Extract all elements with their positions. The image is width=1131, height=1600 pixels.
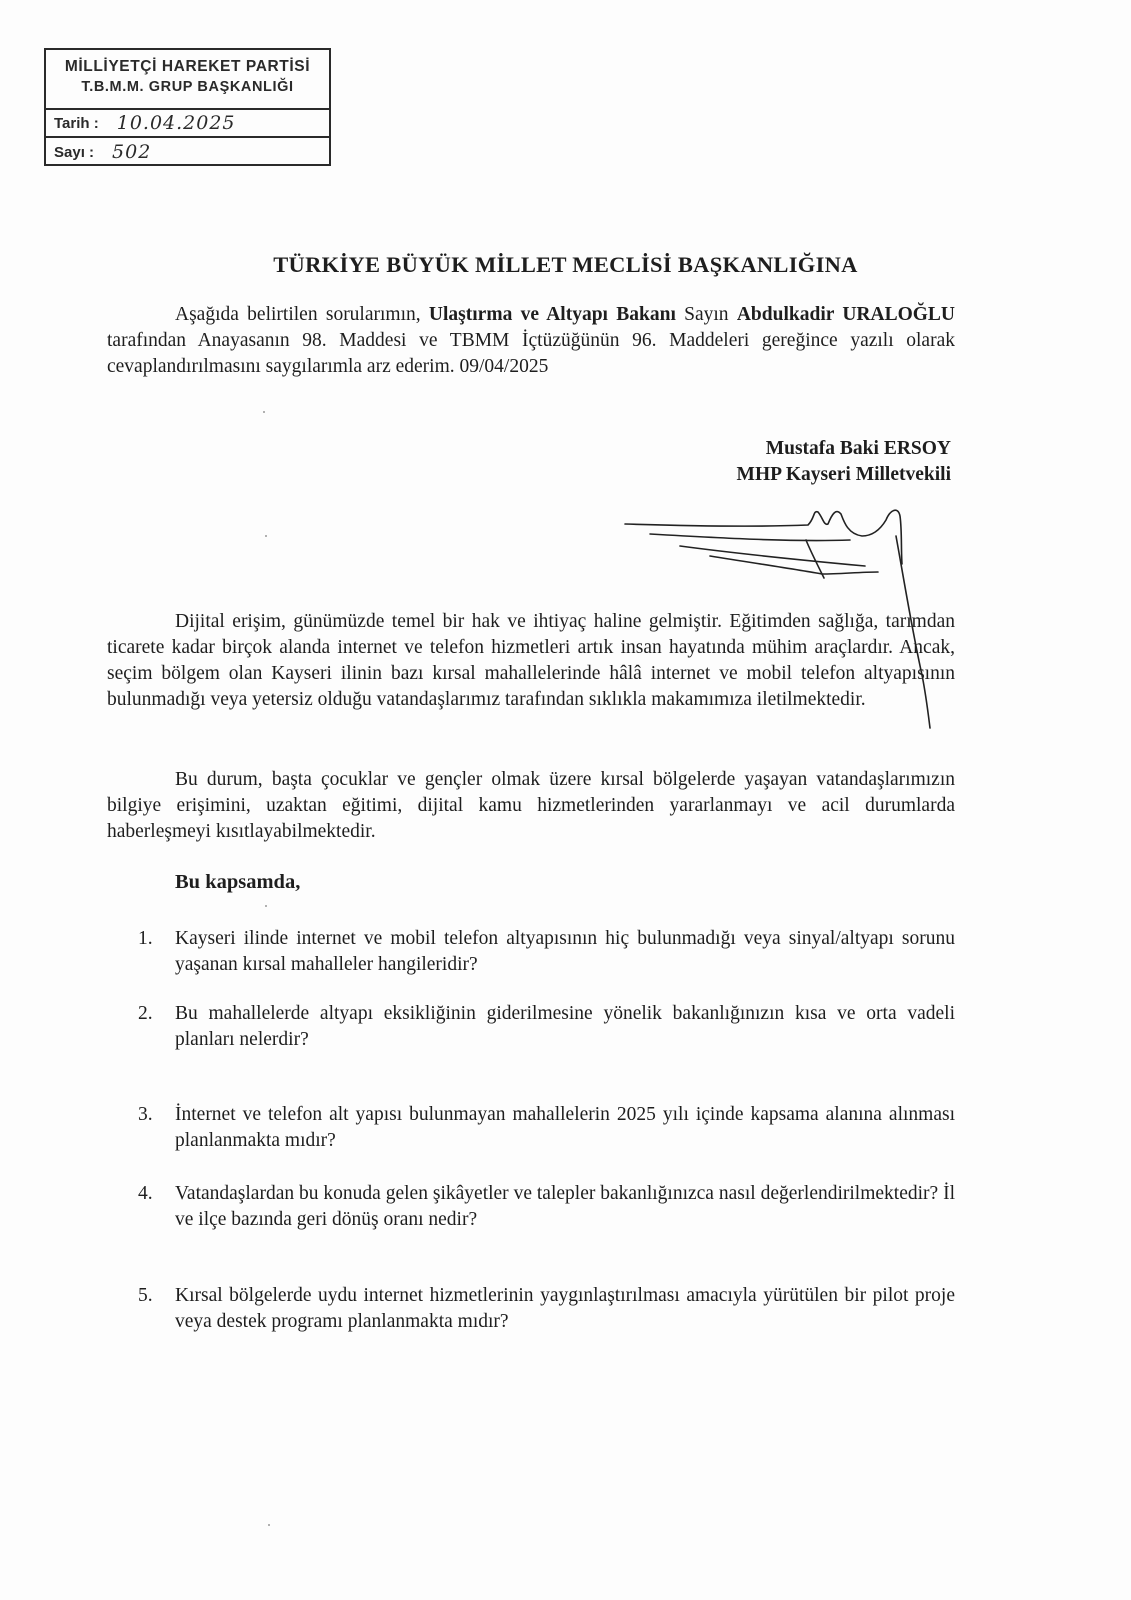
question-text: Bu mahallelerde altyapı eksikliğinin giderilmesine yönelik bakanlığınızın kısa ve orta vadeli planları nelerdir? <box>175 1003 955 1050</box>
question-2 <box>138 1001 955 1053</box>
minister-name: Abdulkadir URALOĞLU <box>736 304 955 325</box>
document-heading: TÜRKİYE BÜYÜK MİLLET MECLİSİ BAŞKANLIĞINA <box>273 252 858 277</box>
question-number: 2. <box>138 1003 153 1024</box>
body-paragraph-2: Bu durum, başta çocuklar ve gençler olmak üzere kırsal bölgelerde yaşayan vatandaşlarımızın bilgiye erişimini, uzaktan eğitimi, dijital kamu hizmetlerinden yararlanmayı ve acil durumlarda haberleşmeyi kısıtlayabilmektedir. <box>107 769 955 842</box>
question-text: İnternet ve telefon alt yapısı bulunmayan mahallelerin 2025 yılı içinde kapsama alanına alınması planlanmakta mıdır? <box>175 1104 955 1151</box>
intro-part-2: Sayın <box>675 304 737 325</box>
speck <box>268 1524 270 1526</box>
intro-paragraph <box>107 302 955 380</box>
question-text: Kayseri ilinde internet ve mobil telefon altyapısının hiç bulunmadığı veya sinyal/altyapı sorunu yaşanan kırsal mahalleler hangileridir? <box>175 928 955 975</box>
stamp-party-name: MİLLİYETÇİ HAREKET PARTİSİ <box>64 58 311 75</box>
question-number: 4. <box>138 1183 153 1204</box>
signer-block <box>737 436 951 488</box>
question-text: Vatandaşlardan bu konuda gelen şikâyetler ve talepler bakanlığınızca nasıl değerlendirilmektedir? İl ve ilçe bazında geri dönüş oranı nedir? <box>175 1183 955 1230</box>
minister-title: Ulaştırma ve Altyapı Bakanı <box>428 304 676 325</box>
intro-part-1: Aşağıda belirtilen sorularımın, <box>175 304 429 325</box>
speck <box>263 411 265 413</box>
stamp-office-name: T.B.M.M. GRUP BAŞKANLIĞI <box>81 79 294 95</box>
stamp-number-value: 502 <box>112 141 152 163</box>
scope-heading: Bu kapsamda, <box>175 871 301 893</box>
stamp-date-label: Tarih : <box>54 114 99 132</box>
question-4 <box>138 1181 955 1233</box>
speck <box>265 905 267 907</box>
signer-title: MHP Kayseri Milletvekili <box>736 464 951 485</box>
question-number: 5. <box>138 1285 153 1306</box>
registry-stamp <box>44 48 331 166</box>
question-number: 3. <box>138 1104 153 1125</box>
speck <box>265 535 267 537</box>
signer-name: Mustafa Baki ERSOY <box>765 438 951 459</box>
intro-part-3: tarafından Anayasanın 98. Maddesi ve TBMM İçtüzüğünün 96. Maddeleri gereğince yazılı olarak cevaplandırılmasını saygılarımla arz ederim. 09/04/2025 <box>107 330 955 377</box>
question-1 <box>138 926 955 978</box>
question-5 <box>138 1283 955 1335</box>
stamp-number-row <box>46 138 329 166</box>
stamp-number-label: Sayı : <box>54 143 95 161</box>
stamp-header <box>46 50 329 110</box>
question-number: 1. <box>138 928 153 949</box>
stamp-date-row <box>46 110 329 138</box>
body-paragraph-1: Dijital erişim, günümüzde temel bir hak ve ihtiyaç haline gelmiştir. Eğitimden sağlığa, tarımdan ticarete kadar birçok alanda internet ve telefon hizmetleri artık insan hayatında mühim araçlardır. Ancak, seçim bölgem olan Kayseri ilinin bazı kırsal mahallelerinde hâlâ internet ve mobil telefon altyapısının bulunmadığı veya yetersiz olduğu vatandaşlarımız tarafından sıklıkla makamımıza iletilmektedir. <box>107 611 955 710</box>
question-text: Kırsal bölgelerde uydu internet hizmetlerinin yaygınlaştırılması amacıyla yürütülen bir pilot proje veya destek programı planlanmakta mıdır? <box>175 1285 955 1332</box>
stamp-date-value: 10.04.2025 <box>116 112 236 134</box>
question-3 <box>138 1102 955 1154</box>
